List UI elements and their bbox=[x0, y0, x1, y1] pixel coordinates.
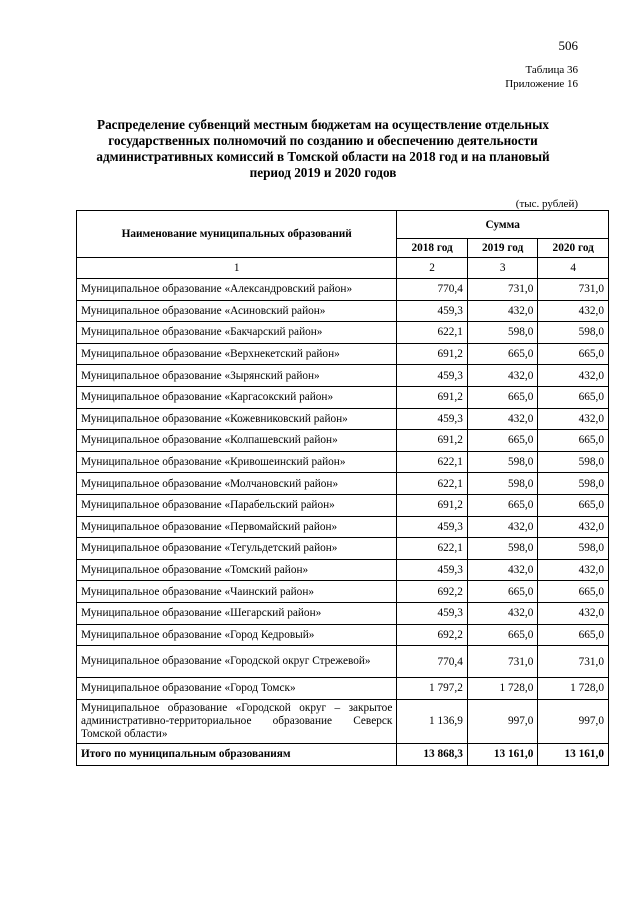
total-row bbox=[77, 743, 609, 765]
header-sum-column: Сумма bbox=[397, 211, 609, 239]
table-row bbox=[77, 386, 609, 408]
amount-2019: 598,0 bbox=[467, 451, 538, 473]
total-label: Итого по муниципальным образованиям bbox=[77, 743, 397, 765]
amount-2020: 598,0 bbox=[538, 322, 609, 344]
amount-2020: 432,0 bbox=[538, 516, 609, 538]
amount-2018: 459,3 bbox=[397, 516, 468, 538]
document-title: Распределение субвенций местным бюджетам на осуществление отдельных государственных полномочий по созданию и обеспечению деятельности административных комиссий в Томской области на 2018 год и на плановый период 2019 и 2020 годов bbox=[96, 117, 550, 180]
municipality-name: Муниципальное образование «Колпашевский район» bbox=[77, 430, 397, 452]
amount-2019: 997,0 bbox=[467, 699, 538, 743]
amount-2019: 731,0 bbox=[467, 646, 538, 678]
amount-2020: 598,0 bbox=[538, 451, 609, 473]
table-row bbox=[77, 430, 609, 452]
amount-2019: 665,0 bbox=[467, 430, 538, 452]
municipality-name: Муниципальное образование «Зырянский район» bbox=[77, 365, 397, 387]
municipality-name: Муниципальное образование «Город Кедровый» bbox=[77, 624, 397, 646]
subvention-table bbox=[76, 210, 609, 766]
amount-2020: 665,0 bbox=[538, 624, 609, 646]
table-label: Таблица 36 bbox=[525, 64, 578, 76]
total-2018: 13 868,3 bbox=[397, 743, 468, 765]
amount-2018: 770,4 bbox=[397, 279, 468, 301]
amount-2018: 770,4 bbox=[397, 646, 468, 678]
table-body bbox=[77, 279, 609, 766]
amount-2020: 665,0 bbox=[538, 581, 609, 603]
units-note: (тыс. рублей) bbox=[515, 198, 578, 210]
table-row bbox=[77, 408, 609, 430]
amount-2018: 459,3 bbox=[397, 408, 468, 430]
total-2020: 13 161,0 bbox=[538, 743, 609, 765]
amount-2019: 1 728,0 bbox=[467, 678, 538, 700]
municipality-name: Муниципальное образование «Александровский район» bbox=[77, 279, 397, 301]
amount-2019: 432,0 bbox=[467, 602, 538, 624]
table-row bbox=[77, 473, 609, 495]
municipality-name: Муниципальное образование «Каргасокский район» bbox=[77, 386, 397, 408]
amount-2018: 459,3 bbox=[397, 300, 468, 322]
municipality-name: Муниципальное образование «Парабельский район» bbox=[77, 494, 397, 516]
amount-2018: 692,2 bbox=[397, 624, 468, 646]
index-cell: 4 bbox=[538, 258, 609, 279]
table-row bbox=[77, 451, 609, 473]
table-row bbox=[77, 343, 609, 365]
header-year-2018: 2018 год bbox=[397, 239, 468, 258]
amount-2018: 622,1 bbox=[397, 322, 468, 344]
amount-2019: 598,0 bbox=[467, 538, 538, 560]
amount-2018: 691,2 bbox=[397, 494, 468, 516]
amount-2018: 622,1 bbox=[397, 473, 468, 495]
amount-2020: 598,0 bbox=[538, 473, 609, 495]
amount-2019: 731,0 bbox=[467, 279, 538, 301]
table-row bbox=[77, 602, 609, 624]
amount-2019: 432,0 bbox=[467, 559, 538, 581]
amount-2020: 432,0 bbox=[538, 300, 609, 322]
amount-2019: 598,0 bbox=[467, 473, 538, 495]
amount-2020: 997,0 bbox=[538, 699, 609, 743]
amount-2019: 432,0 bbox=[467, 365, 538, 387]
amount-2018: 691,2 bbox=[397, 430, 468, 452]
table-row bbox=[77, 581, 609, 603]
table-row bbox=[77, 300, 609, 322]
amount-2019: 598,0 bbox=[467, 322, 538, 344]
amount-2020: 665,0 bbox=[538, 430, 609, 452]
amount-2018: 459,3 bbox=[397, 559, 468, 581]
table-row bbox=[77, 365, 609, 387]
header-year-2020: 2020 год bbox=[538, 239, 609, 258]
municipality-name: Муниципальное образование «Городской округ Стрежевой» bbox=[77, 646, 397, 678]
amount-2020: 731,0 bbox=[538, 279, 609, 301]
amount-2018: 622,1 bbox=[397, 538, 468, 560]
table-label-block bbox=[505, 63, 578, 91]
municipality-name: Муниципальное образование «Шегарский район» bbox=[77, 602, 397, 624]
header-name-column: Наименование муниципальных образований bbox=[77, 211, 397, 258]
table-row bbox=[77, 279, 609, 301]
amount-2020: 432,0 bbox=[538, 408, 609, 430]
amount-2020: 731,0 bbox=[538, 646, 609, 678]
index-cell: 3 bbox=[467, 258, 538, 279]
table-row bbox=[77, 646, 609, 678]
amount-2019: 665,0 bbox=[467, 386, 538, 408]
table-row bbox=[77, 624, 609, 646]
page-number: 506 bbox=[558, 38, 578, 53]
amount-2018: 1 797,2 bbox=[397, 678, 468, 700]
amount-2020: 432,0 bbox=[538, 559, 609, 581]
amount-2019: 665,0 bbox=[467, 343, 538, 365]
header-year-2019: 2019 год bbox=[467, 239, 538, 258]
amount-2019: 665,0 bbox=[467, 581, 538, 603]
municipality-name: Муниципальное образование «Тегульдетский район» bbox=[77, 538, 397, 560]
municipality-name: Муниципальное образование «Асиновский район» bbox=[77, 300, 397, 322]
table-row bbox=[77, 516, 609, 538]
appendix-label: Приложение 16 bbox=[505, 78, 578, 90]
amount-2020: 432,0 bbox=[538, 365, 609, 387]
amount-2020: 665,0 bbox=[538, 386, 609, 408]
amount-2018: 622,1 bbox=[397, 451, 468, 473]
amount-2019: 432,0 bbox=[467, 300, 538, 322]
municipality-name: Муниципальное образование «Молчановский район» bbox=[77, 473, 397, 495]
municipality-name: Муниципальное образование «Город Томск» bbox=[77, 678, 397, 700]
amount-2018: 1 136,9 bbox=[397, 699, 468, 743]
amount-2019: 432,0 bbox=[467, 516, 538, 538]
amount-2020: 598,0 bbox=[538, 538, 609, 560]
municipality-name: Муниципальное образование «Бакчарский район» bbox=[77, 322, 397, 344]
table-row bbox=[77, 322, 609, 344]
municipality-name: Муниципальное образование «Верхнекетский район» bbox=[77, 343, 397, 365]
municipality-name: Муниципальное образование «Кожевниковский район» bbox=[77, 408, 397, 430]
table-row bbox=[77, 494, 609, 516]
municipality-name: Муниципальное образование «Первомайский район» bbox=[77, 516, 397, 538]
total-2019: 13 161,0 bbox=[467, 743, 538, 765]
amount-2018: 459,3 bbox=[397, 365, 468, 387]
municipality-name: Муниципальное образование «Томский район» bbox=[77, 559, 397, 581]
amount-2020: 665,0 bbox=[538, 343, 609, 365]
table-row bbox=[77, 699, 609, 743]
index-cell: 2 bbox=[397, 258, 468, 279]
amount-2020: 1 728,0 bbox=[538, 678, 609, 700]
amount-2019: 665,0 bbox=[467, 494, 538, 516]
table-row bbox=[77, 559, 609, 581]
table-row bbox=[77, 538, 609, 560]
amount-2020: 665,0 bbox=[538, 494, 609, 516]
municipality-name: Муниципальное образование «Чаинский район» bbox=[77, 581, 397, 603]
amount-2018: 691,2 bbox=[397, 343, 468, 365]
amount-2019: 665,0 bbox=[467, 624, 538, 646]
amount-2018: 691,2 bbox=[397, 386, 468, 408]
municipality-name: Муниципальное образование «Кривошеинский район» bbox=[77, 451, 397, 473]
municipality-name: Муниципальное образование «Городской округ – закрытое административно-территориальное образование Северск Томской области» bbox=[77, 699, 397, 743]
index-cell: 1 bbox=[77, 258, 397, 279]
amount-2020: 432,0 bbox=[538, 602, 609, 624]
table-row bbox=[77, 678, 609, 700]
amount-2018: 459,3 bbox=[397, 602, 468, 624]
amount-2018: 692,2 bbox=[397, 581, 468, 603]
amount-2019: 432,0 bbox=[467, 408, 538, 430]
